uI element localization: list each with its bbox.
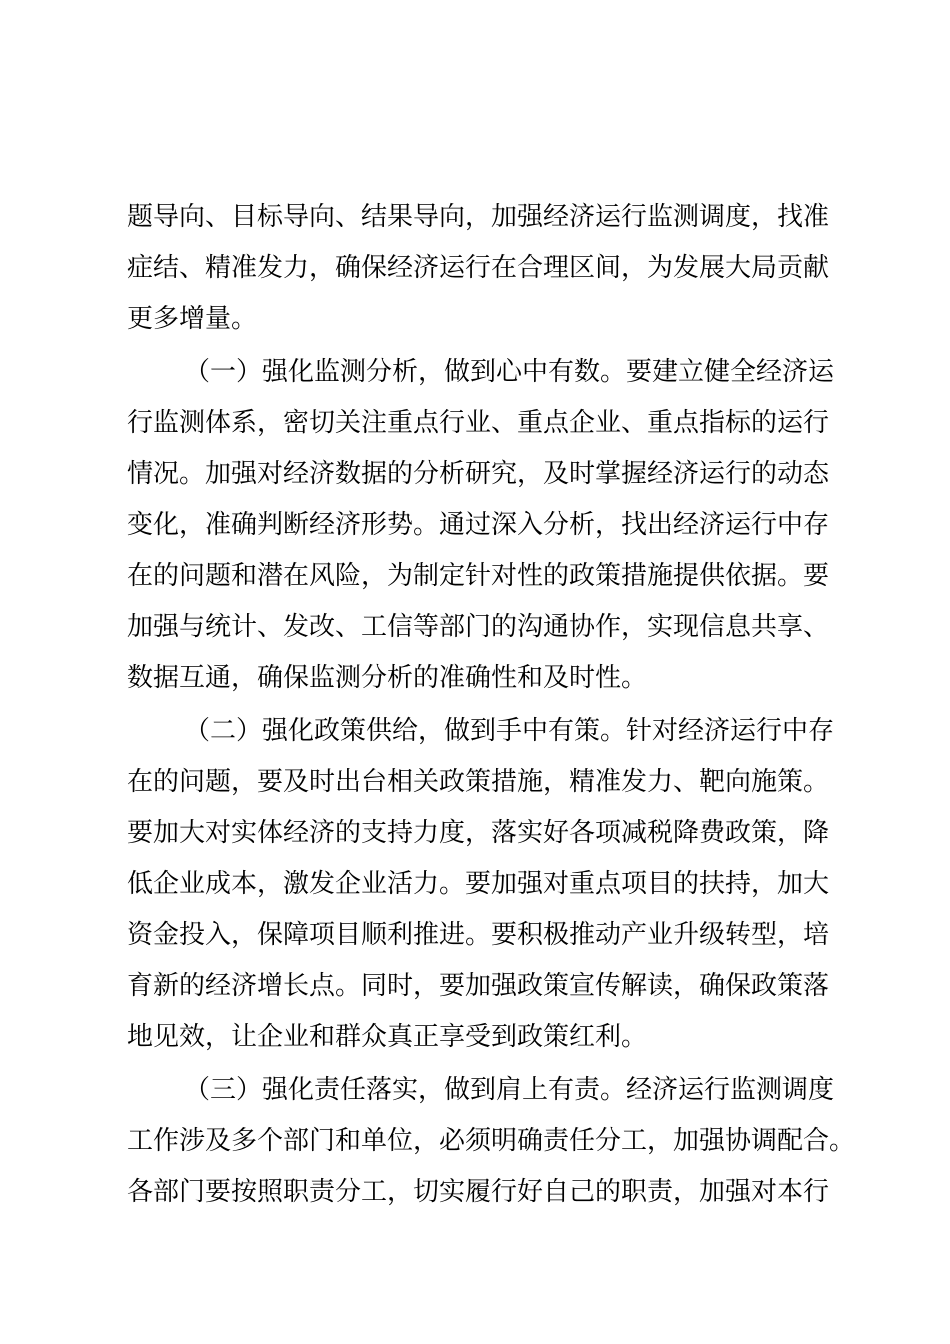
paragraph-section-1 [127, 347, 835, 704]
text-line: 在的问题和潜在风险，为制定针对性的政策措施提供依据。要 [127, 561, 830, 591]
text-line: （三）强化责任落实，做到肩上有责。经济运行监测调度 [184, 1075, 835, 1105]
text-line: 加强与统计、发改、工信等部门的沟通协作，实现信息共享、 [127, 612, 830, 642]
text-line: 行监测体系，密切关注重点行业、重点企业、重点指标的运行 [127, 408, 830, 438]
paragraph-continuation [127, 192, 830, 345]
text-line: 各部门要按照职责分工，切实履行好自己的职责，加强对本行 [127, 1177, 830, 1207]
paragraph-section-2 [127, 706, 835, 1063]
text-line: 要加大对实体经济的支持力度，落实好各项减税降费政策，降 [127, 818, 830, 848]
text-line: 地见效，让企业和群众真正享受到政策红利。 [127, 1022, 648, 1052]
text-line: （一）强化监测分析，做到心中有数。要建立健全经济运 [184, 357, 835, 387]
text-line: 低企业成本，激发企业活力。要加强对重点项目的扶持，加大 [127, 869, 830, 899]
text-line: 更多增量。 [127, 304, 258, 334]
text-line: 题导向、目标导向、结果导向，加强经济运行监测调度，找准 [127, 202, 830, 232]
paragraph-section-3 [127, 1065, 856, 1218]
text-line: 症结、精准发力，确保经济运行在合理区间，为发展大局贡献 [127, 253, 830, 283]
text-line: 工作涉及多个部门和单位，必须明确责任分工，加强协调配合。 [127, 1126, 856, 1156]
text-line: 情况。加强对经济数据的分析研究，及时掌握经济运行的动态 [127, 459, 830, 489]
text-line: 数据互通，确保监测分析的准确性和及时性。 [127, 663, 648, 693]
text-line: 在的问题，要及时出台相关政策措施，精准发力、靶向施策。 [127, 767, 830, 797]
text-line: 资金投入，保障项目顺利推进。要积极推动产业升级转型，培 [127, 920, 830, 950]
document-body [127, 192, 856, 1218]
text-line: （二）强化政策供给，做到手中有策。针对经济运行中存 [184, 716, 835, 746]
text-line: 变化，准确判断经济形势。通过深入分析，找出经济运行中存 [127, 510, 830, 540]
text-line: 育新的经济增长点。同时，要加强政策宣传解读，确保政策落 [127, 971, 830, 1001]
